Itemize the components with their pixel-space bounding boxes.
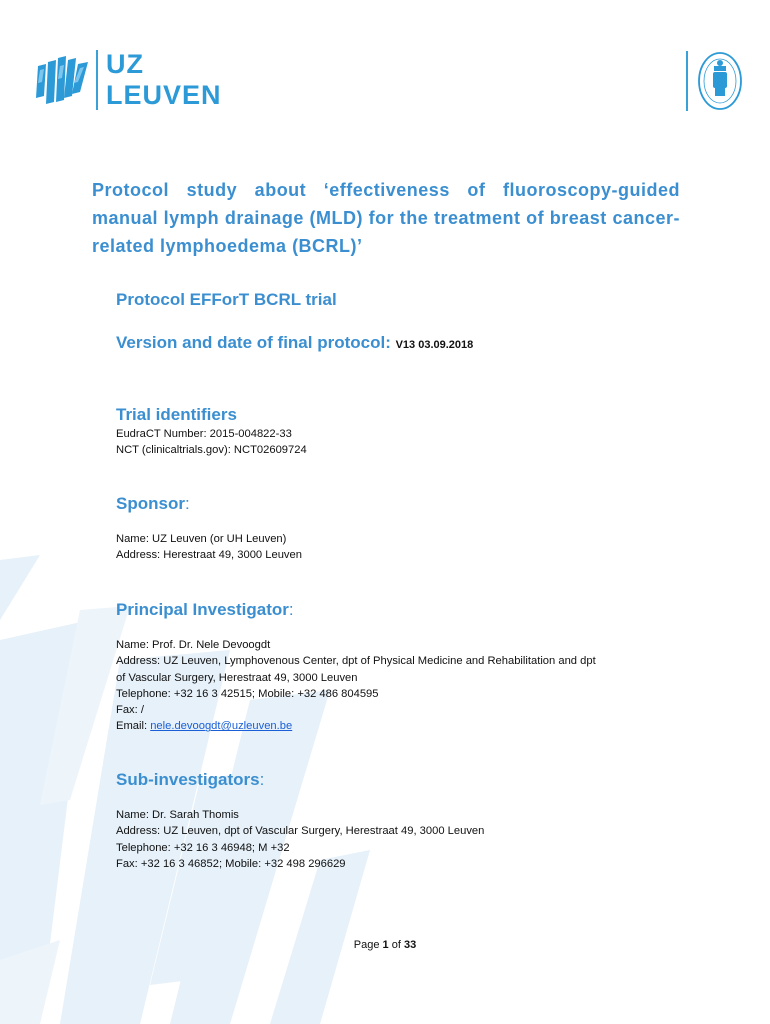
seal-divider [686,51,688,111]
eudract-number: EudraCT Number: 2015-004822-33 [116,428,292,440]
total-pages: 33 [403,939,417,951]
logo-divider [96,50,98,110]
protocol-subtitle: Protocol EFForT BCRL trial [116,290,337,309]
pi-name: Name: Prof. Dr. Nele Devoogdt [116,639,271,651]
sub-investigators-heading [116,770,264,790]
university-seal-icon [696,50,744,112]
sponsor-heading [116,494,190,514]
sponsor-heading-colon: : [184,494,190,513]
pi-email-label: Email: [116,720,151,733]
page-header [0,0,770,130]
sub-investigators-section [116,807,706,872]
page-number: 1 [382,939,389,951]
pi-address-line-2: of Vascular Surgery, Herestraat 49, 3000 Leuven [116,671,358,684]
pi-heading-colon: : [288,600,294,619]
sub-investigator-name: Name: Dr. Sarah Thomis [116,809,239,821]
pi-email-link[interactable]: nele.devoogdt@uzleuven.be [150,720,293,733]
sub-investigator-address: Address: UZ Leuven, dpt of Vascular Surgery, Herestraat 49, 3000 Leuven [116,825,485,838]
principal-investigator-heading [116,600,294,620]
trial-identifiers-section [116,426,706,459]
university-seal [686,50,744,112]
sub-investigators-heading-colon: : [259,770,265,789]
sub-investigator-telephone: Telephone: +32 16 3 46948; M +32 [116,841,290,854]
sponsor-heading-text: Sponsor [116,494,185,513]
trial-identifiers-heading: Trial identifiers [116,405,237,424]
pi-email-line [116,718,706,734]
logo-line-uz: UZ [106,49,144,79]
version-line [116,333,473,353]
nct-number: NCT (clinicaltrials.gov): NCT02609724 [116,444,307,457]
pi-heading-text: Principal Investigator [116,600,289,619]
sponsor-section [116,531,706,564]
sponsor-name: Name: UZ Leuven (or UH Leuven) [116,533,287,545]
pi-fax: Fax: / [116,704,144,717]
sub-investigators-heading-text: Sub-investigators [116,770,260,789]
version-label: Version and date of final protocol: [116,333,391,352]
page-word: Page [353,939,383,951]
sponsor-address: Address: Herestraat 49, 3000 Leuven [116,549,302,562]
principal-investigator-section [116,637,706,735]
of-word: of [388,939,404,951]
pi-telephone: Telephone: +32 16 3 42515; Mobile: +32 486 804595 [116,687,379,700]
sub-investigator-fax: Fax: +32 16 3 46852; Mobile: +32 498 296629 [116,857,346,870]
uz-leuven-logo [36,50,222,110]
uz-leuven-logo-icon [36,52,90,108]
logo-wordmark [106,51,222,109]
logo-line-leuven: LEUVEN [106,80,222,110]
document-title: Protocol study about ‘effectiveness of fluoroscopy-guided manual lymph drainage (MLD) for the treatment of breast cancer-related lymphoedema (BCRL)’ [92,180,680,256]
version-value: V13 03.09.2018 [395,339,474,351]
pi-address-line-1: Address: UZ Leuven, Lymphovenous Center, dpt of Physical Medicine and Rehabilitation and dpt [116,655,596,668]
page-footer [0,939,770,951]
